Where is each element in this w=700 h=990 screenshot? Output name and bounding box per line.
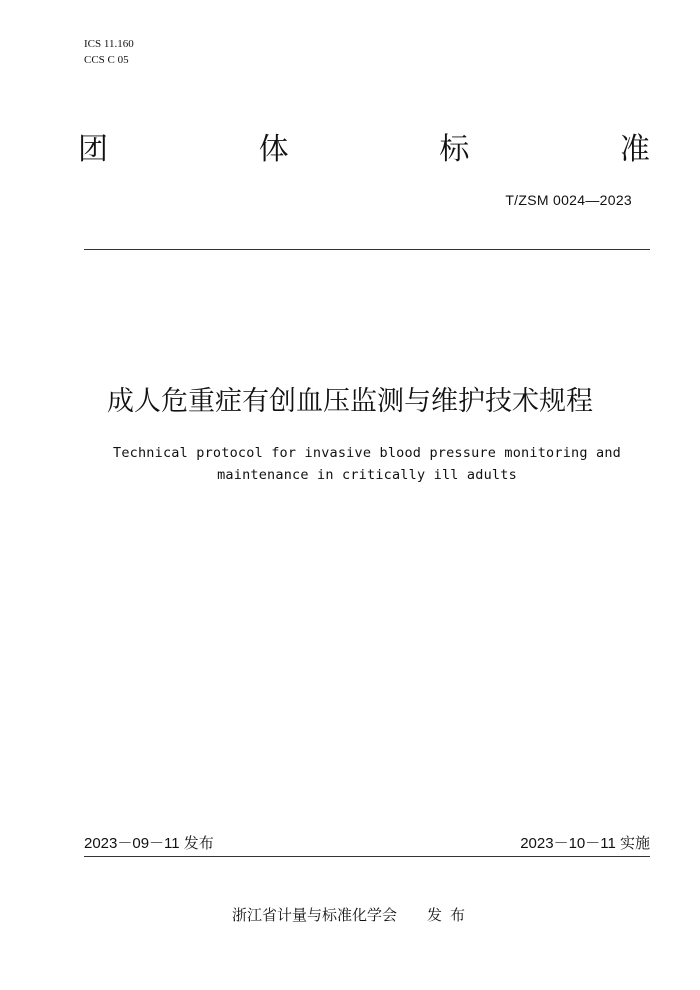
standard-type-char-2: 体: [258, 132, 289, 167]
issue-date: 2023－09－11 发布: [84, 835, 214, 852]
ics-code: ICS 11.160: [84, 38, 134, 50]
document-title-english: [0, 442, 700, 486]
publisher-name: 浙江省计量与标准化学会: [232, 906, 398, 924]
english-title-line-2: maintenance in critically ill adults: [217, 467, 517, 483]
implementation-date: 2023－10－11 实施: [520, 835, 650, 852]
standard-type-heading: [78, 130, 650, 170]
document-title-chinese: 成人危重症有创血压监测与维护技术规程: [107, 386, 593, 417]
english-title-line-1: Technical protocol for invasive blood pressure monitoring and: [113, 445, 621, 461]
standard-number: T/ZSM 0024—2023: [505, 192, 632, 208]
publish-action: 发布: [427, 906, 474, 924]
standard-type-char-3: 标: [439, 132, 470, 167]
publisher-line: [232, 905, 473, 925]
top-divider: [84, 249, 650, 250]
classification-codes: [84, 36, 134, 68]
ccs-code: CCS C 05: [84, 54, 129, 66]
bottom-divider: [84, 856, 650, 857]
standard-type-char-1: 团: [78, 132, 108, 167]
standard-type-char-4: 准: [619, 132, 650, 167]
